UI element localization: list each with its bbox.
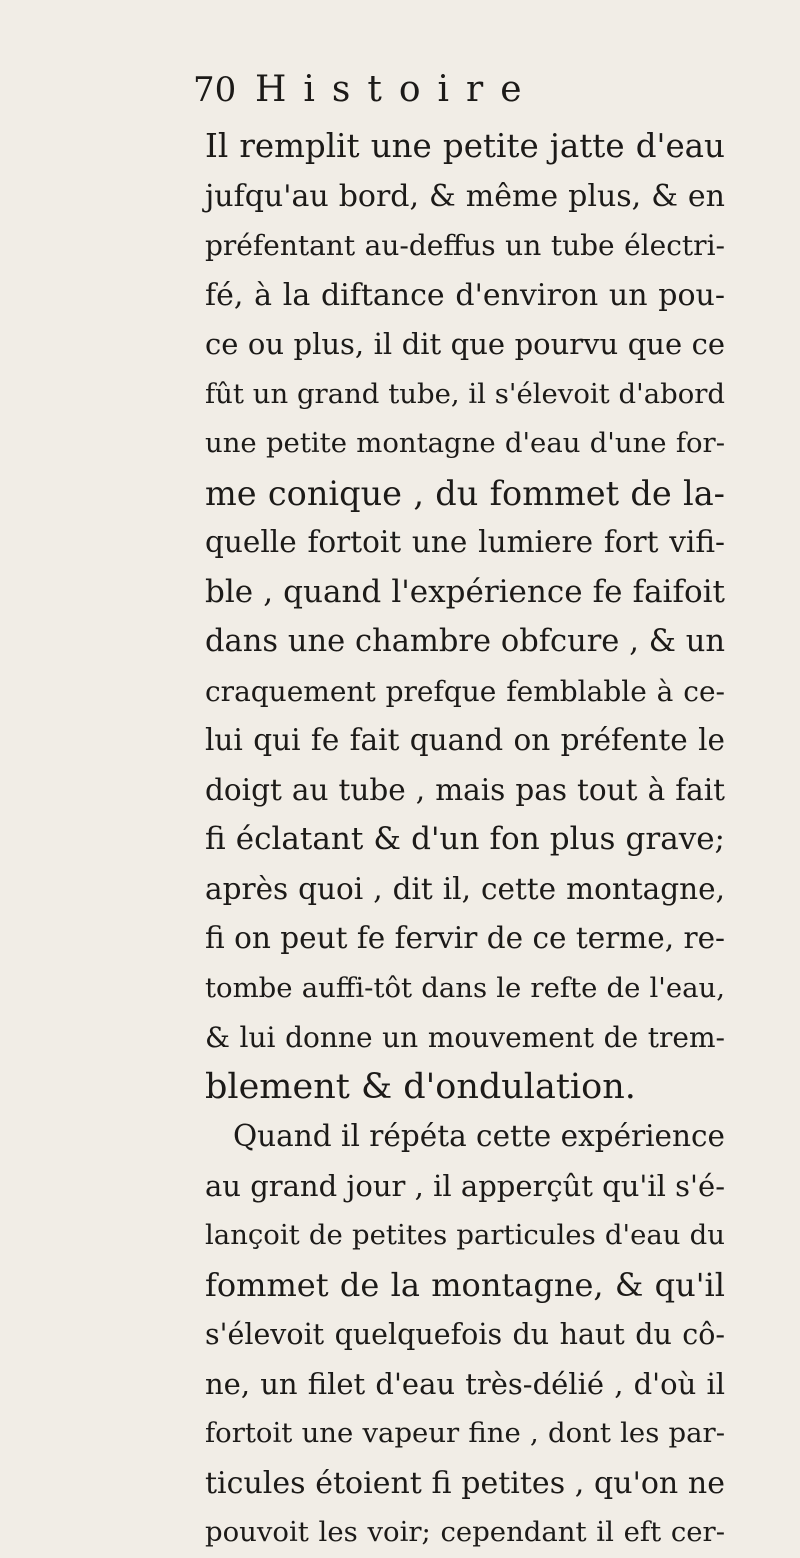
- page-number: 70: [193, 70, 237, 110]
- text-line: ce ou plus, il dit que pourvu que ce: [205, 327, 725, 361]
- text-line: tombe auffi-tôt dans le refte de l'eau,: [205, 971, 725, 1004]
- text-line: une petite montagne d'eau d'une for-: [205, 427, 725, 459]
- text-line: fommet de la montagne, & qu'il: [205, 1265, 725, 1304]
- running-title: Histoire: [255, 69, 539, 110]
- page-header: [193, 70, 733, 118]
- text-line: me conique , du fommet de la-: [205, 473, 725, 513]
- text-line: blement & d'ondulation.: [205, 1066, 636, 1107]
- text-line: après quoi , dit il, cette montagne,: [205, 871, 725, 906]
- text-line: fé, à la diftance d'environ un pou-: [205, 277, 725, 313]
- text-line: lançoit de petites particules d'eau du: [205, 1219, 725, 1251]
- text-line: lui qui fe fait quand on préfente le: [205, 723, 725, 757]
- text-line: fût un grand tube, il s'élevoit d'abord: [205, 377, 725, 410]
- text-line: au grand jour , il apperçût qu'il s'é-: [205, 1168, 725, 1203]
- text-line: craquement prefque femblable à ce-: [205, 674, 725, 708]
- text-line: dans une chambre obfcure , & un: [205, 624, 725, 659]
- body-text: [205, 122, 725, 1558]
- text-line: fi on peut fe fervir de ce terme, re-: [205, 921, 725, 955]
- text-line: & lui donne un mouvement de trem-: [205, 1021, 725, 1054]
- text-line: quelle fortoit une lumiere fort vifi-: [205, 525, 725, 559]
- text-line: fi éclatant & d'un fon plus grave;: [205, 821, 725, 857]
- text-line: ne, un filet d'eau très-délié , d'où il: [205, 1366, 725, 1401]
- text-line: ble , quand l'expérience fe faifoit: [205, 573, 725, 610]
- text-line: pouvoit les voir; cependant il eft cer-: [205, 1516, 725, 1548]
- text-line: préfentant au-deffus un tube électri-: [205, 229, 725, 262]
- text-line: jufqu'au bord, & même plus, & en: [205, 178, 725, 214]
- text-line: fortoit une vapeur fine , dont les par-: [205, 1417, 725, 1449]
- text-line: Il remplit une petite jatte d'eau: [205, 127, 725, 165]
- text-line: ticules étoient fi petites , qu'on ne: [205, 1465, 725, 1501]
- text-line: Quand il répéta cette expérience: [233, 1119, 725, 1153]
- text-line: s'élevoit quelquefois du haut du cô-: [205, 1318, 725, 1351]
- text-line: doigt au tube , mais pas tout à fait: [205, 772, 725, 807]
